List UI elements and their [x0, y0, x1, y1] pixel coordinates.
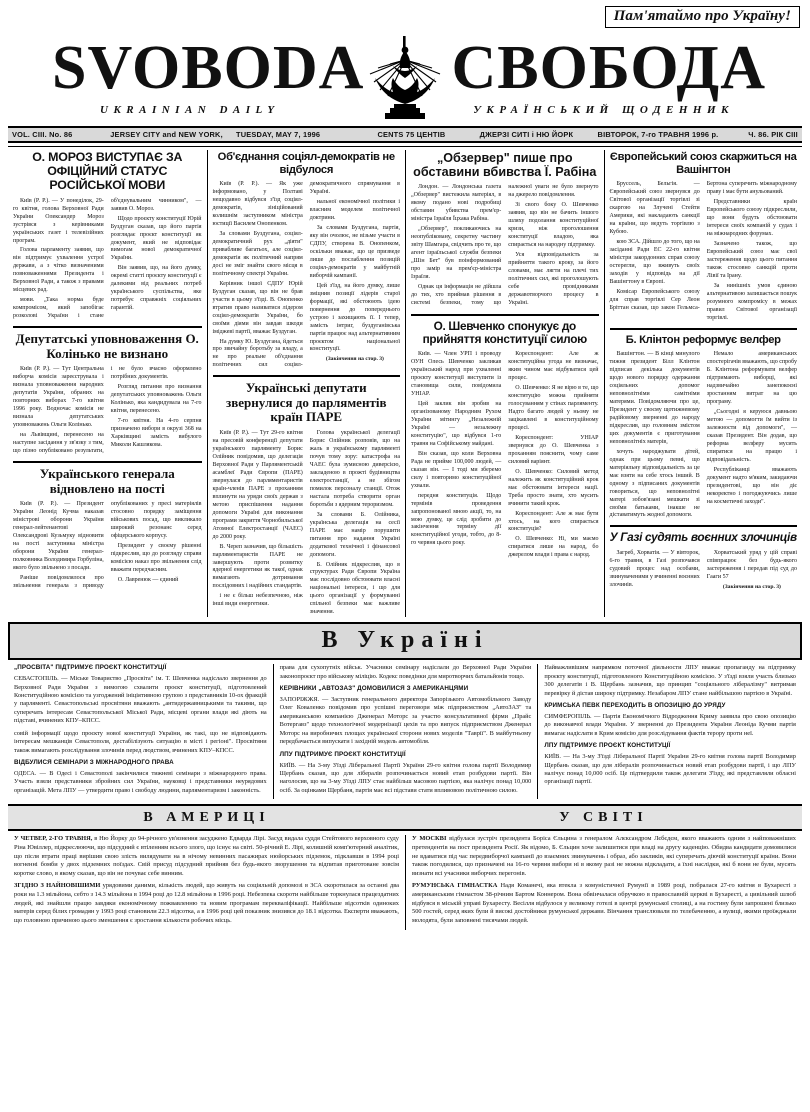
america-banner — [8, 804, 405, 831]
paragraph: права для сухопутніх військ. Учасники семінару надіслали до Верховної Ради України законопроєкт про військову міліцію. Кодекс поведінки для миротворчих батальйонів тощо. — [279, 664, 532, 680]
paragraph: Кореспондент: Але ж має бути хтось, на кого спирається конституція? — [508, 510, 599, 533]
paragraph: За словами Буздугана, соціял-демократичний рух „діяти" привабливе багатьох, але соціял-демократія як політичний напрям досі не зміг знайти свого місця в політичному спектрі України. — [212, 230, 303, 277]
paragraph: За словами Буздугана, партія, яку він очолює, не візьме участи в СДПУ, створена В. Онопенком, оскільки вважає, що це призведе лише до послаблення позицій соціял-демократів у майбутній виборчій кампанії. — [309, 224, 400, 279]
paragraph: СЕВАСТОПІЛЬ. — Міське Товариство „Просвіта" ім. Т. Шевченка надіслало звернення до Верховної Ради України з вимогою схвалити проєкт конституції, підготовлений Конституційною комісією та узгоджений ініціятивною групою з представників 10-ох фракцій у парляменті. Севастопольські просвітяни вважають „антидержавницькими та такими, що суперечать інтересам Севастопольської Міської Ради, місцеві органи влади які діють на підставі, вчинених КПУ–КПСС. — [14, 675, 267, 725]
infobar-wrap — [8, 126, 802, 143]
ukraine-body-1 — [14, 675, 267, 755]
ukraine-body-8 — [544, 753, 796, 787]
paragraph: кою ЗСА. Дійшло до того, що на засіданні Ради ЕС 22-го квітня міністри закордонних справ союзу остерегли, що вживуть своїх заходів у відповідь на дії Вашінгтону в Європі. — [609, 238, 700, 285]
paragraph: Вашінгтон. — В кінці минулого тижня президент Білл Клінтон підписав декілька документів щодо нового порядку одержання соціяльних допомог неповнолітніми самітніми матерями. Повідомляючи про це, Президент у своєму щотижневому радійовому зверненні до народу підкреслив, що головним змістом цих документів є приготування неповнолітніх матерів, — [609, 351, 700, 445]
paragraph: Київ (Р. Р.). — У понеділок, 29-го квітня, голова Верховної Ради України Олександер Мороз зустрівся з керівниками українських газет і телевізійних програм. — [13, 197, 104, 244]
paragraph: нальної економічної політики і власним моделем політичної доктрини. — [309, 199, 400, 221]
news-item — [412, 835, 796, 878]
america-banner-wrap — [8, 804, 405, 831]
infobar-city-en: JERSEY CITY and NEW YORK, — [110, 130, 223, 139]
news-text: в Ню Йорку до 94-річного ув'язнення засуджено Едварда Лірі. Засуд видала суддя Стейтового верховного суду Ріна Ювіллер, підкреслюючи, що підсудний є втіленням всього злого, що існує на світі. 50-річний Е. Лірі, колишній комп'ютерний аналітик, що після втрати праці вирішив свою злість вилядувати на в нічому невинних пасажирах нюйорських підземок, підклавши в 1994 році вогненні бомби у двох підземних поїздах. Свій присуд підсудний прийняв без будь-якого зворушення та відпитав приготоване зовсім коротке слово, в якому сказав, що він не почуває себе винним. — [14, 835, 399, 877]
continuation-note[interactable]: (Закінчення на стор. 3) — [722, 583, 781, 590]
news-item — [412, 882, 796, 925]
paragraph: Хорватський уряд у цій справі співпрацює без будь-якого застереження і передав під суд до Гааги 57 — [706, 549, 797, 580]
paragraph: ОДЕСА. — В Одесі і Севастополі закінчилися тижневі семінари з міжнародного права. Участь взяли представники збройних сил України, науковці і представники неурядових організацій. Мета ЛПУ — утвердити право і свободу людини, парляментаризм і законність. — [14, 769, 267, 794]
ukraine-columns — [8, 664, 802, 799]
article-pare-body — [213, 430, 401, 617]
subheading-lpu-2[interactable]: ЛПУ ПІДТРИМУЄ ПРОЄКТ КОНСТИТУЦІЇ — [544, 742, 671, 750]
world-banner-wrap — [405, 804, 802, 831]
news-lead: РУМУНСЬКА ГІМНАСТКА — [412, 882, 498, 890]
news-lead: У ЧЕТВЕР, 2-ГО ТРАВНЯ, — [14, 835, 93, 843]
infobar-price: CENTS 75 ЦЕНТІВ — [377, 130, 446, 139]
paragraph: СИМФЕРОПІЛЬ. — Партія Економічного Відродження Криму заявила про свою опозицію до виконавчої влади України. У зверненні до Президента України Леоніда Кучми партія вимагає надіслати в Крим комісію для розслідування фактів терору проти неї. — [544, 712, 796, 737]
headline-moroz[interactable]: О. МОРОЗ ВИСТУПАЄ ЗА ОФІЦІЙНИЙ СТАТУС РОСІЙСЬКОЇ МОВИ — [32, 150, 183, 192]
paragraph: хочуть народжувати дітей, однак при цьому певні, що матеріяльну відповідальність за це має взяти на себе хтось інший. В одному з підписаних документів говориться, що неповнолітні матері зобов'язані мешкати зі своїми батьками, інакше не діставатимуть жодної допомоги. — [609, 448, 700, 519]
subheading-lpu[interactable]: ЛПУ ПІДТРИМУЄ ПРОЄКТ КОНСТИТУЦІЇ — [279, 750, 406, 758]
paragraph: Уся відповідальність за прийняття такого кроку, за його словами, має лягти на плечі тих політичних сил, які проголошують себе провідниками державотворчого процесу в Україні. — [508, 251, 599, 306]
paragraph: Київ (Р. Р.). — Тут 29-го квітня на пресовій конференції депутати українського парляменту Борис Олійник повідомив, що делегація Верховної Ради у Парляментській асамблеї Ради Європи (ПАРЕ) звернулася до парляментаристів країн-членів ПАРЕ з проханням вплинути на уряди своїх держав з метою приспішення надання допомоги Україні для виконання програми закриття Чорнобильської Атомної Електростанції (ЧАЕС) до 2000 року. — [212, 430, 303, 540]
paragraph: Республіканці вважають документ надто м'яким, закидаючи президентові, що він діє некоректно і погоджуючись лише на косметичні заходи". — [706, 466, 797, 505]
paragraph: Голова парламенту заявив, що він підтримує ухвалення устрої держави, а з чітко визначеними повноваженнями Президента і Верховної Ради, а також з правами місцевих рад. — [13, 247, 104, 294]
paragraph: КИЇВ. — На 3-му З'їзді Ліберальної Партії України 29-го квітня голова партії Володимир Щербань сказав, що для лібералів розпочинається новий етап розбудови партії. Він наголосив, що на 3-му З'їзді ЛПУ стає найбільш масовою партією, яка налічує понад 10,000 осіб. За оцінками Щербаня, партія має всі підстави стати впливовою політичною силою. — [279, 761, 532, 794]
paragraph: Цей заклик він зробив на організованому Народним Рухом України мітингу „Незалежній Україні — незалежну конституцію", що відбувся 1-го травня на Софійському майдані. — [411, 400, 502, 447]
divider — [610, 328, 798, 330]
paragraph: Він заявив, що, на його думку, окремі статті проєкту конституції є далекими від реальних потреб українського суспільства, яке потребує справжніх соціяльних гарантій. — [110, 265, 202, 312]
news-lead: ЗГІДНО З НАЙНОВІШИМИ — [14, 882, 101, 890]
paragraph: Найважливішим напрямком поточної діяльности ЛПУ вважає пропаганду на підтримку проєкту конституції, підготовленого Конституційною комісією. У з'їзді взяли участь близько 300 делегатів і В. Щербань зазначив, що принцип "соціяльного лібералізму" витримав перевірку й дістав широку підтримку. Незабаром ЛПУ стане найбільшою партією в Україні. — [544, 664, 796, 697]
article-socdem-body — [213, 181, 401, 370]
world-column — [405, 835, 802, 929]
paragraph: Голова української делегації Борис Олійник розповів, що на жаль в українському парляменті почув тому зору: катастрофа на ЧАЕС була зумисною диверсією, закладеною в прожті будівництва електростанції, а не збігом помилок персоналу станції. Отож настала потреба створити орган боротьби з ядерним тероризмом. — [309, 430, 400, 508]
divider — [411, 314, 599, 316]
paragraph: Кореспондент: УНІАР звернувся до О. Шевченка з проханням пояснити, чому саме силовий варіянт. — [508, 434, 599, 465]
america-world-section — [8, 804, 802, 929]
masthead-title-cyrillic: СВОБОДА — [451, 34, 766, 102]
america-body — [14, 835, 399, 925]
paragraph: Немало американських спостерігачів вважають, що спробу Б. Клінтона реформувати велфер підтримають виборці, які надзвичайно занепокоєні зростанням витрат на цю програму. — [706, 351, 797, 405]
divider — [13, 326, 202, 328]
ukraine-section — [8, 622, 802, 799]
news-item — [14, 835, 399, 878]
ukraine-body-5 — [280, 762, 532, 796]
paragraph: Б. Олійник підкреслив, що в структурах Ради Європи Україна має послідовно обстоювати власні національні інтереси, і що для цього організації у формуванні спільної безпеки має важливе значення. — [309, 561, 400, 616]
paragraph: Щодо проєкту конституції Юрій Буздуган сказав, що його партія розглядає проєкт конституції як документ, який не відповідає вимогам нової демократичної України. — [110, 215, 202, 262]
divider — [610, 525, 798, 527]
article-clinton-body — [610, 351, 798, 520]
america-world-columns — [8, 835, 802, 929]
america-column — [8, 835, 405, 929]
paragraph: О. Шевченко: Силовий метод належить як конституційний крок має обстоювати інтереси нації. Треба просто знати, хто мусить вчинити такий крок. — [508, 468, 599, 507]
paragraph: „Сьогодні я керуюся давньою метою — допомогти їм вийти із залежности від допомоги", — сказав Президент. Він додав, що реформа велферу мусить спиратися на працю і відповідальність. — [706, 408, 797, 463]
news-item — [14, 882, 399, 925]
paragraph: Зі свого боку О. Шевченко заявив, що він не бачить іншого шляху подолання конституційної кризи, ніж проголошення конституції владою, яка спирається на народну підтримку. — [508, 202, 599, 248]
trident-statue-emblem — [350, 30, 460, 126]
subheading-seminars[interactable]: ВІДБУЛИСЯ СЕМІНАРИ З МІЖНАРОДНОГО ПРАВА — [14, 759, 174, 767]
paragraph: Київ. — Член УРП і проводу ОУН Олесь Шевченко закликав український народ при ухваленні проєкту конституції виступити із становища сили, повідомила УНІАР. — [411, 351, 502, 397]
article-shevchenko-body — [411, 351, 599, 560]
ukraine-body-4 — [280, 696, 532, 747]
paragraph: „Обзервер", покликаючись на неопубліковану, секретну частину звіту Шамгара, свідчить про те, що агент ізраїльської служби безпеки „Шін Бет" був поінформований про замір на прем'єр-міністра Ізраїля. — [411, 226, 502, 280]
news-text: урядовими даними, кількість людей, що живуть на соціяльній допомозі в ЗСА скоротилася за останні два роки на 1.3 мільйона, себто з 14.3 мільйона в 1994 році до 12.8 мільйона в 1996 році. Небезпека скороти найбільше торкнулася працездатних людей, які знайшли працю завдяки економічному пожвавленню та новим програмам перекваліфікації. Найбільше відсотків одиноких матерів серед білих громадян у 1993 році становили 22.3 відсотка, а в 1996 році цей показник знизився до 18.1 відсотка. Експерти вважають, що головною причиною цього зменшення є зростання кількости робочих місць. — [14, 882, 399, 925]
ukraine-body-3 — [280, 664, 532, 681]
paragraph: Бруссель, Бельгія. — Європейський союз звернувся до Світової організації торгівлі зі скаргою на Злучені Стейти Америки, які накладають санкції на країни, що ведуть торгівлю з Кубою. — [609, 181, 700, 235]
paragraph: Зазначено також, що Европейський союз має свої застереження щодо цього питання також стосовно санкцій проти Лівії та Ірану. — [706, 240, 797, 279]
article-kolinko-body — [13, 366, 202, 456]
paragraph: передня конституція. Щодо термінів проведення запропонованої мною акції, то, на мою думку, це слід зробити до закінчення терміну дії конституційної угоди, тобто, до 8-го червня цього року. — [411, 492, 502, 547]
paragraph: За словами Б. Олійника, українська делегація на сесії ПАРЕ має намір порушити питання про надання Україні додаткової технічної і фінансової допомоги. — [309, 511, 400, 558]
infobar-date-en: TUESDAY, MAY 7, 1996 — [236, 130, 321, 139]
paragraph: На думку Ю. Буздугана, йдеться про звичайну боротьбу за владу, а не про реальне об'єднання політичних сил соціял-демократичного спрямування в Україні. — [212, 181, 400, 369]
paragraph: О. Шевченко: Я не вірю в те, що конституцію можна прийняти голосуванням у стінах парляменту. Надто багато людей у ньому не зацікавлені в конституційному процесі. — [508, 385, 599, 431]
headline-clinton[interactable]: Б. Клінтон реформує велфер — [625, 333, 781, 346]
paragraph: В. Череп зазначив, що більшість парляментаристів ПАРЕ не завершують проти розвитку ядерної енергетики як такої, однак вимагають дотримання послідовних і надійних стандартів. — [212, 543, 303, 590]
america-banner-label: В АМЕРИЦІ — [143, 810, 270, 826]
paragraph: 7-го квітня. На 4-го серпня призначено вибори в окрузі 368 на Харківщині замість вибулого Миколи Кашлякова. — [110, 418, 202, 449]
paragraph: Загреб, Хорватія. — У вівторок, 6-го травня, в Газі розпочався судовий процес над особами, звинуваченими у вчиненні воєнних злочинів. — [609, 549, 700, 588]
news-text: відбулася зустріч президента Боріса Єльцина з генералом Алєксандром Лєбєдєм, якого вважають одним з найповажніших претендентів на пост президента Росії. Як відомо, Б. Єльцин хоче залишитися при владі на другу каденцію. Обидва кандидати домовилися не вдаватися під час передвиборчої кампанії до взаємних звинувачень і образ, або закликів, які суперечать діючій конституції країни. Вони також погодилися, що призначені на 16-го червня вибори ні в якому разі не можна відкладати, а їхні наслідки, які б вони не були, мусять визнати всі учасники виборчих перегонів. — [412, 835, 796, 877]
infobar — [8, 126, 802, 143]
world-banner — [405, 804, 802, 831]
headline-shevchenko[interactable]: О. Шевченко спонукує до прийняття конституції силою — [422, 318, 587, 346]
masthead-subtitle-cyrillic: УКРАЇНСЬКИЙ ЩОДЕННИК — [473, 104, 734, 116]
headline-observer[interactable]: „Обзервер" пише про обставини вбивства Ї. Рабіна — [413, 151, 597, 180]
headline-eu[interactable]: Європейський союз скаржиться на Вашінгтон — [609, 151, 797, 176]
masthead-subtitle-latin: UKRAINIAN DAILY — [100, 104, 280, 116]
paragraph: Лондон. — Лондонська газета „Обзервер" вистежила матеріял, в якому подано нові подробиці обставин убивства прем'єр-міністра Ізраїля Їцхака Рабіна. — [411, 184, 502, 223]
paragraph: Київ (Р. Р.). — Як уже інформовано, у Полтаві нещодавно відбувся з'їзд соціял-демократів, зініційований колишнім заступником міністра юстиції Василем Онопенком. — [212, 181, 303, 227]
paragraph: Керівник іншої СДПУ Юрій Буздуган сказав, що він не брав участи в цьому з'їзді. В. Онопенко втратив право називатися лідером соціял-демократів України, бо своїми діями він завдав шкоди іміджеві партії, вважає Буздуган. — [212, 280, 303, 335]
article-general-body — [13, 501, 202, 591]
infobar-date-uk: ВІВТОРОК, 7-го ТРАВНЯ 1996 р. — [597, 130, 719, 139]
ukraine-body-6 — [544, 664, 796, 698]
ukraine-banner — [8, 622, 802, 660]
article-eu-body — [610, 181, 798, 322]
paragraph: Київ (Р. Р.). — Президент України Леонід Кучма наказав міністрові оборони України генерал-лейтенантові Олександрові Кузьмуку відновити на пості заступника міністра оборони України генерал-полковника Володимира Горбуліна, якого було звільнено з посади. — [13, 501, 104, 571]
slogan-box: Пам'ятаймо про Україну! — [605, 6, 800, 28]
news-text: Надя Команечі, яка втекла з комуністичної Румунії в 1989 році, побралася 27-го квітня в Бухаресті з американським гімнастом 38-річним Бартом Коннером. Вона обвінчалася обручкою в православній церкві в Бухаресті, а цивільний шлюб відбувся в міській управі Бухаресту. Весілля відбулося у великому готелі в центрі румунської столиці, а на гостину були запрошені близько 500 гостей, серед яких були й високі достойники румунської держави. Вінчання транслювали по телебаченню, а вулиці, якими проїжджали молодята, були заповнені тисячами людей. — [412, 882, 796, 925]
slogan-row — [8, 6, 802, 30]
masthead-title-latin: SVOBODA — [52, 34, 365, 102]
ukraine-column-1 — [8, 664, 273, 799]
infobar-volume-uk: Ч. 86. РІК СІII — [748, 130, 798, 139]
world-banner-label: У СВІТІ — [559, 810, 648, 826]
paragraph: Цей з'їзд, на його думку, лише зміцнив позиції лідерів старої формації, які обстоюють ідею повернення до попереднього устрою і захищають її. І тепер, замість інтриг, буздуганівська партія працює над альтернативним проєктом національної конституції. — [309, 282, 400, 353]
column-1 — [8, 150, 207, 617]
ukraine-body-7 — [544, 713, 796, 738]
subheading-pevk[interactable]: КРИМСЬКА ПЕВК ПЕРЕХОДИТЬ В ОПОЗИЦІЮ ДО УРЯДУ — [544, 702, 726, 710]
infobar-volume: VOL. CIII. No. 86 — [12, 130, 73, 139]
ukraine-body-2 — [14, 770, 267, 795]
main-columns — [8, 146, 802, 617]
subheading-prosvita[interactable]: „ПРОСВІТА" ПІДТРИМУЄ ПРОЄКТ КОНСТИТУЦІЇ — [14, 664, 167, 672]
paragraph: За нинішніх умов єдиною альтернативою залишається пошук розумного компромісу в межах правил Світової організації торгівлі. — [706, 282, 797, 321]
paragraph: мови. „Така норма буде компромісом, який запобігає розколові України і стане об'єднувальним чинником", — заявив О. Мороз. — [13, 197, 202, 320]
paragraph: Розгляд питання про визнання депутатських уповноважень Ольги Колінько, яка кандидувала на 7-го квітня, перенесено. — [110, 384, 202, 415]
divider — [13, 461, 202, 463]
divider — [213, 375, 401, 377]
america-world-banners — [8, 804, 802, 831]
paragraph: Київ (Р. Р.). — Тут Центральна виборча комісія зареєструвала і визнала уповноваження народних депутатів України, обраних на повторних виборах 7-го квітня 1996 року. Водночас комісія не визнала депутатських уповноважень Ольги Колінько. — [13, 366, 104, 429]
article-observer-body — [411, 184, 599, 309]
headline-general[interactable]: Українського генерала відновлено на пості — [39, 465, 175, 496]
ukraine-column-3 — [537, 664, 802, 799]
headline-kolinko[interactable]: Депутатські уповноваження О. Колінько не визнано — [15, 331, 199, 361]
paragraph: совій інформації щодо проєкту нової конституції України, як такі, що не відповідають інтересам мешканців Севастополя, дестабілізують ситуацію в місті і регіоні". Просвітяни також вимагають розслідування злочинів перед людством, вчинених КПУ–КПСС. — [14, 729, 267, 754]
continuation-note[interactable]: (Закінчення на стор. 3) — [325, 356, 384, 363]
ukraine-column-2 — [273, 664, 538, 799]
column-3 — [405, 150, 604, 617]
headline-pare[interactable]: Українські депутати звернулися до парляментів країн ПАРЕ — [226, 380, 387, 425]
paragraph: О. Шевченко: Ні, ми маємо спиратися лише на народ, бо джерелом влади і права є народ. — [508, 536, 599, 559]
infobar-city-uk: ДЖЕРЗІ СИТІ і НЮ ЙОРК — [479, 130, 574, 139]
paragraph: на Львівщині, перенесено на наступне засідання у зв'язку з тим, що пізно опубліковано результати, і не було вчасно оформлено потрібних документів. — [13, 366, 202, 454]
paragraph: Кореспондент: Але ж конституційна угода не визначає, яким чином має відбуватися цей процес. — [508, 351, 599, 382]
paragraph: Він сказав, що коли Верховна Рада не прийме 100,000 людей, — сказав він. — І тоді ми зберемо силу і повторимо конституційної ухвали. — [411, 450, 502, 489]
masthead — [8, 32, 802, 124]
column-4 — [604, 150, 803, 617]
paragraph: О. Лавренюк — єдиний — [117, 576, 179, 583]
paragraph: і не є більш небезпечною, ніж інші види енергетики. — [212, 593, 303, 608]
paragraph: Комісар Европейського союзу для справ торгівлі Сер Леон Бріттан сказав, що закон Гельмса-Бертона суперечить міжнародному праву і має бути анульований. — [609, 181, 797, 311]
article-gaza-body — [610, 550, 798, 593]
headline-socdem[interactable]: Об'єднання соціял-демократів не відбулося — [217, 151, 395, 176]
paragraph: Раніше повідомлялося про звільнення генерала з приводу опублікованих у пресі матеріялів стосовно порядку заміщення військових посад, що викликало широкий резонанс серед офіцерського корпусу. — [13, 501, 202, 589]
world-body — [412, 835, 796, 925]
article-moroz-body — [13, 198, 202, 322]
column-2 — [207, 150, 406, 617]
paragraph: ЗАПОРІЖЖЯ. — Заступник генерального директора Запорізького Автомобільного Заводу Олег Коваленко повідомив про успішні переговори між підприємством „АвтоЗАЗ" та американською компанією Дженерал Моторс за участю консультативної фірми „Прайс Вотергавз" щодо технологічної модернізації цехів та про випуск підприємством Дженерал Моторс на виробничих площах української сторони нових моделів "Таврії". В майбутньому передбачається випускати і західній модель автомобіля. — [279, 696, 532, 746]
paragraph: Представники країн Европейського союзу підкреслили, що вони будуть обстоювати інтереси своїх компаній у судах і на міжнародних форумах. — [706, 199, 797, 237]
ukraine-banner-label: В Україні — [321, 627, 489, 654]
paragraph: Президент у своєму рішенні підкреслив, що до розгляду справи комісією наказ про звільнення слід вважати передчасним. — [110, 542, 202, 573]
headline-gaza[interactable]: У Газі судять воєнних злочинців — [609, 530, 797, 545]
paragraph: Однак ця інформація не дійшла до тих, хто приймав рішення в системі безпеки, тому що належної уваги не було звернуто на джерело повідомлення. — [411, 184, 599, 306]
paragraph: КИЇВ. — На 3-му З'їзді Ліберальної Партії України 29-го квітня голова партії Володимир Щербань сказав, що для лібералів розпочинається новий етап розбудови партії, і що ЛПУ налічує понад 10,000 осіб. Це підтвердили також делегати З'їзду, які представляли обласні організації партії. — [544, 753, 796, 786]
subheading-avtozaz[interactable]: КЕРІВНИКИ „АВТОЗАЗ" ДОМОВИЛИСЯ З АМЕРИКАНЦЯМИ — [279, 685, 469, 693]
news-lead: У МОСКВІ — [412, 835, 447, 843]
